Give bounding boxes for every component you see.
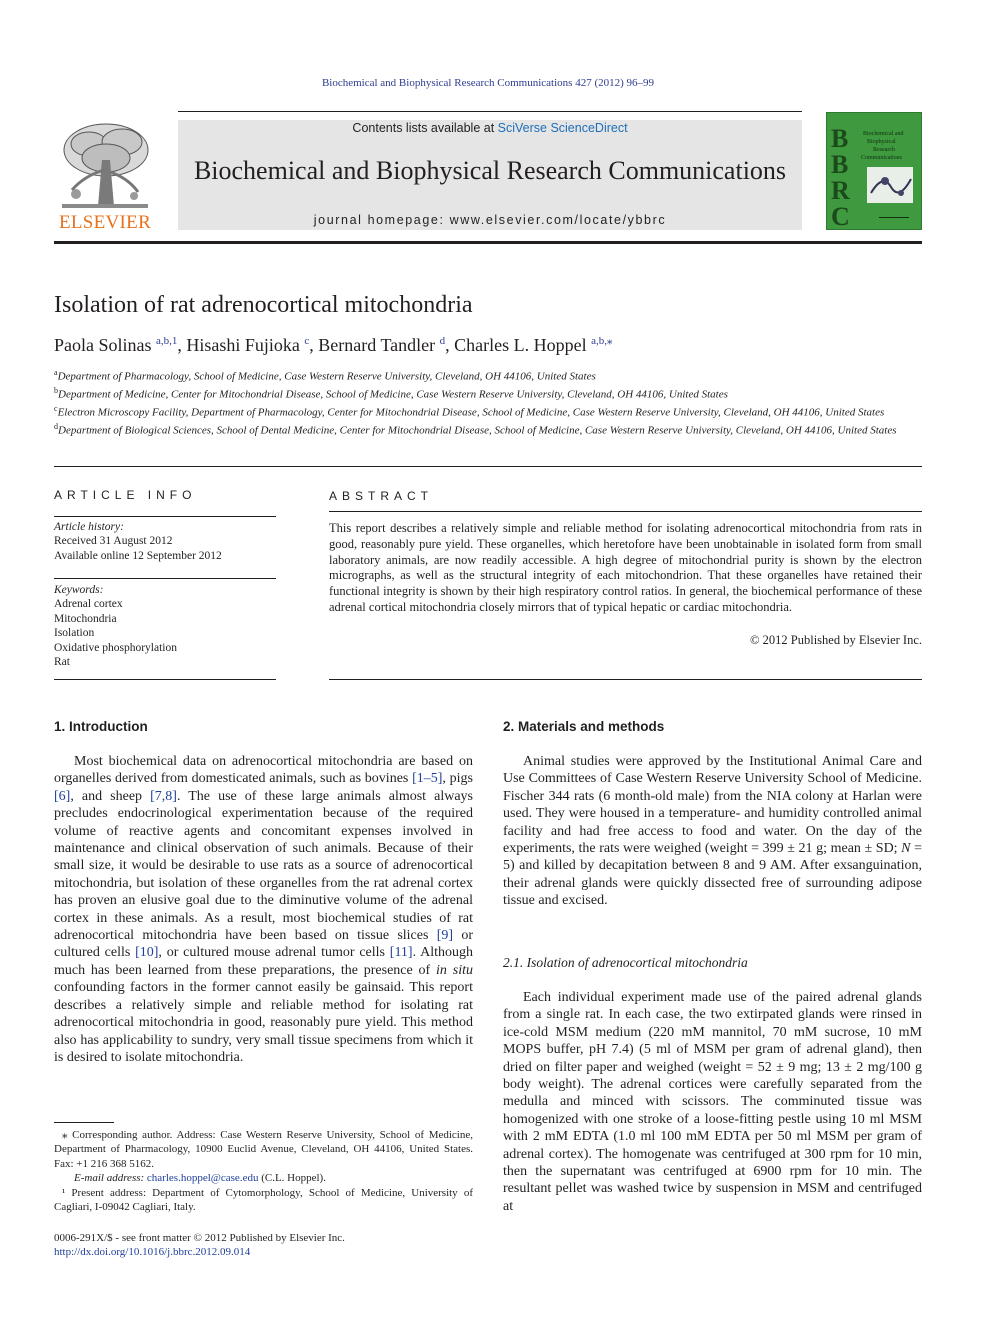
doi-link[interactable]: http://dx.doi.org/10.1016/j.bbrc.2012.09.014 — [54, 1246, 251, 1259]
contents-line — [178, 121, 802, 135]
text-run: Animal studies were approved by the Institutional Animal Care and Use Committees of Case Western Reserve University School of Medicine. Fischer 344 rats (6 month-old male) from the NIA colony at Harlan were used. They were housed in a temperature- and humidity controlled animal facility and had free access to food and water. On the day of the experiments, the rats were weighed (weight = 399 ± 21 g; mean ± SD; — [503, 754, 922, 857]
isolation-paragraph: Each individual experiment made use of the paired adrenal glands from a single rat. In each case, the two extirpated glands were rinsed in ice-cold MSM medium (220 mM mannitol, 70 mM sucrose, 10 mM MOPS buffer, pH 7.4) (5 ml of MSM per gram of adrenal gland), then dried on filter paper and weighed (weight = 52 ± 9 mg; 13 ± 2 mg/100 g body weight). The adrenal cortices were carefully separated from the medulla and minced with scissors. The comminuted tissue was homogenized with one stroke of a loose-fitting pestle using 10 ml MSM with 2 mM EDTA (1.0 ml 100 mM EDTA per 50 ml MSM per gram of adrenal cortex). The homogenate was centrifuged at 300 rpm for 10 min, then the supernatant was centrifuged at 6900 rpm for 10 min. The resultant pellet was washed twice by suspension in MSM and centrifuged at — [503, 990, 922, 1214]
history-label: Article history: — [54, 521, 124, 533]
author-name: Bernard Tandler — [318, 335, 436, 355]
abstract-heading: ABSTRACT — [329, 489, 434, 503]
contents-prefix: Contents lists available at — [352, 121, 498, 135]
author-separator: , — [177, 335, 187, 355]
author-affiliation-link[interactable]: d — [439, 335, 446, 347]
text-run: , pigs — [442, 771, 473, 787]
sciencedirect-link[interactable]: SciVerse ScienceDirect — [497, 121, 628, 135]
introduction-paragraph — [54, 753, 473, 1066]
affiliation-label: b — [54, 386, 58, 396]
journal-title: Biochemical and Biophysical Research Communications — [193, 156, 787, 185]
article-info-rule — [54, 578, 276, 579]
author-affiliation-link[interactable]: a,b,1 — [156, 335, 178, 347]
text-run: Most biochemical data on adrenocortical mitochondria are based on organelles derived from domesticated animals, such as bovines — [54, 754, 473, 787]
email-owner: (C.L. Hoppel). — [258, 1172, 326, 1185]
keywords — [54, 583, 177, 669]
abstract-text: This report describes a relatively simple and reliable method for isolating adrenocortical mitochondria from rats in good, reasonably pure yield. These organelles, which heretofore have been unobtainable in isolated form from small laboratory animals, are now readily accessible. A high degree of mitochondrial purity is shown by the electron micrographs, as well as the structural integrity of each mitochondrion. That these organelles have retained their functional integrity is shown by their high respiratory control ratios. In general, the biochemical performance of these adrenal cortical mitochondria closely mirrors that of typical hepatic or cardiac mitochondria. — [329, 521, 922, 614]
issn-line: 0006-291X/$ - see front matter © 2012 Published by Elsevier Inc. — [54, 1232, 345, 1244]
issn-block — [54, 1231, 345, 1260]
text-run: , or cultured mouse adrenal tumor cells — [158, 945, 390, 961]
email-link[interactable]: charles.hoppel@case.edu — [146, 1172, 259, 1185]
journal-cover — [826, 112, 922, 230]
methods-paragraph — [503, 753, 922, 910]
present-address-note: ¹ Present address: Department of Cytomorphology, School of Medicine, University of Cagliari, I-09042 Cagliari, Italy. — [54, 1186, 473, 1214]
text-run: . The use of these large animals almost always precludes endocrinological experimentation because of the required volume of reactive agents and concomitant expenses involved in maintenance and clinical observation of such animals. Because of their small size, it would be desirable to use rats as a source of adrenocortical mitochondria, but isolation of these organelles from the rat adrenal cortex has proven an elusive goal due to the diminutive volume of the adrenal cortex in these animals. As a result, most biochemical studies of rat adrenocortical mitochondria have been based on tissue slices — [54, 788, 473, 944]
italic-term: N — [901, 841, 911, 857]
affiliations-divider — [54, 466, 922, 467]
author-affiliation-link[interactable]: c — [304, 335, 310, 347]
keyword-item: Rat — [54, 656, 70, 669]
journal-header — [178, 120, 802, 230]
top-rule — [178, 111, 802, 112]
email-note — [54, 1171, 473, 1185]
author-separator: , — [445, 335, 455, 355]
reference-link[interactable]: [1–5] — [412, 771, 443, 787]
keyword-item: Mitochondria — [54, 612, 117, 625]
text-run: = 5) and killed by decapitation between 8 and 9 AM. After exsanguination, their adrenal glands were quickly dissected free of surrounding adipose tissue and excised. — [503, 841, 923, 909]
text-run: . Although much has been learned from these preparations, the presence of — [54, 945, 473, 978]
elsevier-logo — [54, 120, 156, 232]
journal-homepage — [178, 213, 802, 227]
article-info-rule — [54, 679, 276, 680]
email-label: E-mail address: — [74, 1172, 145, 1185]
abstract-rule — [329, 679, 922, 680]
isolation-subheading: 2.1. Isolation of adrenocortical mitochondria — [503, 955, 748, 970]
affiliation-text: Department of Pharmacology, School of Medicine, Case Western Reserve University, Cleveland, OH 44106, United States — [57, 370, 596, 383]
svg-text:B: B — [831, 124, 849, 153]
elsevier-wordmark: ELSEVIER — [58, 212, 152, 233]
affiliation-item — [54, 402, 922, 420]
keyword-item: Oxidative phosphorylation — [54, 641, 177, 654]
svg-text:R: R — [831, 176, 850, 205]
affiliation-item — [54, 384, 922, 402]
keyword-item: Adrenal cortex — [54, 598, 123, 611]
corresponding-author-note: ⁎ Corresponding author. Address: Case Western Reserve University, School of Medicine, Department of Pharmacology, 10900 Euclid Avenue, Cleveland, OH 44106, United States. Fax: +1 216 368 5162. — [54, 1129, 473, 1170]
author-name: Hisashi Fujioka — [186, 335, 300, 355]
footnote-rule — [54, 1122, 114, 1123]
introduction-body — [54, 753, 473, 1066]
received-date: Received 31 August 2012 — [54, 535, 173, 548]
affiliation-text: Department of Medicine, Center for Mitochondrial Disease, School of Medicine, Case Western Reserve University, Cleveland, OH 44106, United States — [58, 388, 728, 401]
introduction-heading: 1. Introduction — [54, 719, 148, 734]
article-history — [54, 520, 222, 563]
journal-reference[interactable]: Biochemical and Biophysical Research Communications 427 (2012) 96–99 — [321, 77, 655, 89]
author-separator: , — [309, 335, 319, 355]
article-title: Isolation of rat adrenocortical mitochondria — [54, 292, 473, 318]
keyword-item: Isolation — [54, 627, 95, 640]
affiliation-text: Electron Microscopy Facility, Department of Pharmacology, Center for Mitochondrial Disease, School of Medicine, Case Western Reserve University, Cleveland, OH 44106, United States — [57, 406, 885, 419]
svg-text:Communications: Communications — [861, 155, 902, 161]
reference-link[interactable]: [9] — [436, 928, 454, 944]
author-name: Paola Solinas — [54, 335, 152, 355]
svg-text:Research: Research — [873, 147, 895, 153]
svg-text:Biochemical and: Biochemical and — [863, 131, 904, 137]
header-divider — [54, 241, 922, 244]
author-affiliation-link[interactable]: a,b,⁎ — [591, 335, 613, 347]
affiliations — [54, 366, 922, 438]
copyright-line: © 2012 Published by Elsevier Inc. — [750, 633, 922, 647]
article-info-heading: ARTICLE INFO — [54, 488, 197, 502]
reference-link[interactable]: [10] — [135, 945, 159, 961]
italic-term: in situ — [436, 962, 473, 978]
reference-link[interactable]: [11] — [389, 945, 413, 961]
reference-link[interactable]: [6] — [54, 788, 71, 804]
homepage-link[interactable]: www.elsevier.com/locate/ybbrc — [449, 213, 667, 227]
isolation-body — [503, 989, 922, 1215]
affiliation-label: c — [54, 404, 58, 414]
text-run: confounding factors in the former cannot easily be gainsaid. This report describes a relatively simple and reliable method for isolating rat adrenocortical mitochondria in good, reasonably pure yield. This method also has applicability to sundry, very small tissue specimens from which it is desired to isolate mitochondria. — [54, 980, 473, 1065]
online-date: Available online 12 September 2012 — [54, 549, 222, 562]
footnotes — [54, 1128, 473, 1214]
text-run: , and sheep — [70, 788, 151, 804]
svg-text:C: C — [831, 202, 850, 229]
homepage-prefix: journal homepage: — [313, 213, 450, 227]
author-name: Charles L. Hoppel — [454, 335, 587, 355]
methods-heading: 2. Materials and methods — [503, 719, 665, 734]
abstract-rule — [329, 511, 922, 512]
affiliation-label: a — [54, 368, 58, 377]
affiliation-item — [54, 420, 922, 438]
author-list — [54, 334, 613, 356]
keywords-label: Keywords: — [54, 584, 104, 596]
methods-body — [503, 753, 922, 910]
svg-text:B: B — [831, 150, 849, 179]
text-run: or cultured cells — [54, 928, 473, 961]
affiliation-item — [54, 366, 922, 384]
svg-text:Biophysical: Biophysical — [867, 139, 896, 145]
elsevier-tree-icon — [54, 120, 156, 212]
affiliation-label: d — [54, 422, 58, 432]
reference-link[interactable]: [7,8] — [150, 788, 177, 804]
article-info-rule — [54, 516, 276, 517]
affiliation-text: Department of Biological Sciences, School of Dental Medicine, Center for Mitochondrial Disease, School of Medicine, Case Western Reserve University, Cleveland, OH 44106, United States — [58, 424, 897, 437]
journal-cover-icon — [827, 113, 921, 229]
